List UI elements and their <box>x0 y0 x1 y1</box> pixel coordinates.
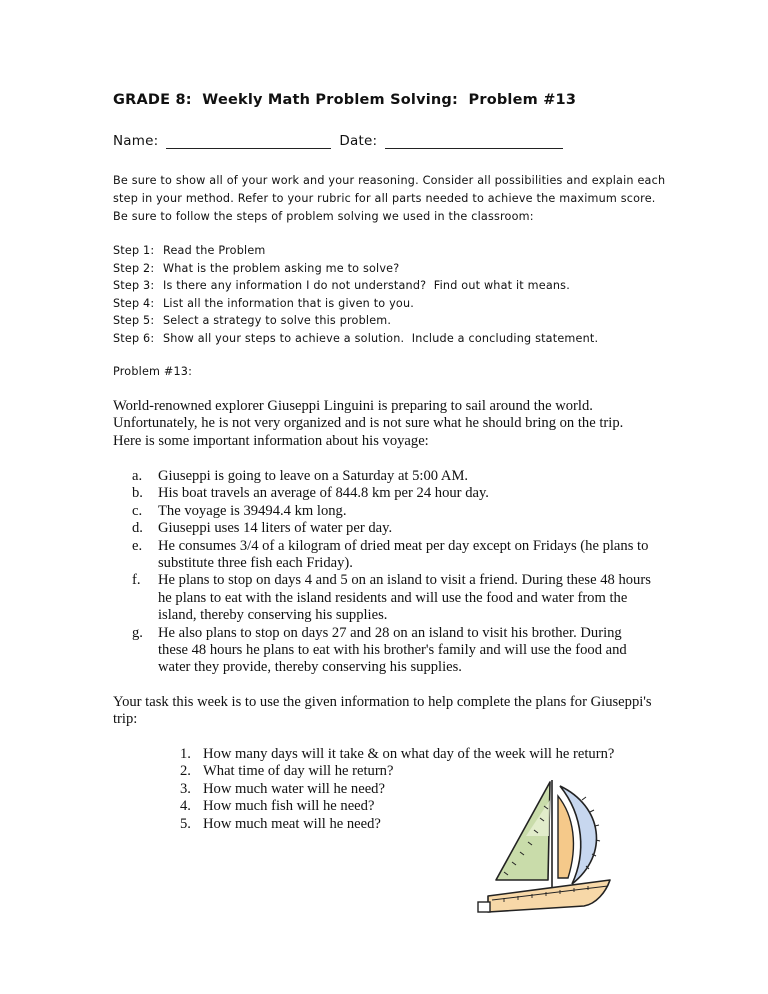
question-text: What time of day will he return? <box>203 763 394 780</box>
item-text: Giuseppi uses 14 liters of water per day. <box>158 520 393 537</box>
question-text: How many days will it take & on what day of the week will he return? <box>203 746 615 762</box>
step-text: What is the problem asking me to solve? <box>163 261 400 275</box>
item-text: He plans to stop on days 4 and 5 on an island to visit a friend. During these 48 hours he plans to eat with the island residents and will use the food and water from the island, thereby conserving his supplies. <box>158 572 651 624</box>
instructions-intro: Be sure to show all of your work and your reasoning. Consider all possibilities and explain each step in your method. Refer to your rubric for all parts needed to achieve the maximum score. Be sure to follow the steps of problem solving we used in the classroom: <box>113 174 666 223</box>
step-item <box>113 277 598 295</box>
step-label: Step 4: <box>113 296 155 310</box>
step-text: Read the Problem <box>163 244 266 257</box>
hull <box>488 880 610 912</box>
step-label: Step 6: <box>113 331 155 345</box>
step-item <box>113 295 598 313</box>
date-field[interactable] <box>385 136 563 149</box>
item-text: He also plans to stop on days 27 and 28 on an island to visit his brother. During these 48 hours he plans to eat with his brother's family and will use the food and water they provide, thereby conserving his supplies. <box>158 624 627 676</box>
step-label: Step 1: <box>113 244 155 257</box>
sailboat-icon <box>474 776 624 916</box>
list-item <box>132 538 652 573</box>
problem-story: World-renowned explorer Giuseppi Linguini is preparing to sail around the world. Unfortunately, he is not very organized and is not sure what he should bring on the trip. Here is some important information about his voyage: <box>113 398 624 449</box>
question-number: 1. <box>180 746 191 762</box>
step-item <box>113 330 598 348</box>
list-item <box>132 485 652 502</box>
date-label: Date: <box>339 133 378 149</box>
steps-list <box>113 242 598 348</box>
item-text: Giuseppi is going to leave on a Saturday at 5:00 AM. <box>158 468 469 484</box>
step-item <box>113 260 598 278</box>
item-letter: g. <box>132 624 143 641</box>
step-label: Step 3: <box>113 279 155 293</box>
list-item <box>132 520 652 537</box>
item-letter: c. <box>132 502 143 519</box>
item-text: He consumes 3/4 of a kilogram of dried meat per day except on Fridays (he plans to substitute three fish each Friday). <box>158 537 649 572</box>
page-title: GRADE 8: Weekly Math Problem Solving: Problem #13 <box>113 92 577 108</box>
question-number: 5. <box>180 815 191 832</box>
question-text: How much water will he need? <box>203 780 385 797</box>
item-letter: a. <box>132 468 143 484</box>
item-letter: b. <box>132 485 143 502</box>
question-text: How much meat will he need? <box>203 815 381 832</box>
orange-sail <box>558 796 573 878</box>
question-number: 3. <box>180 780 191 797</box>
step-text: Is there any information I do not understand? Find out what it means. <box>163 279 570 293</box>
task-paragraph: Your task this week is to use the given information to help complete the plans for Giuseppi's trip: <box>113 694 652 728</box>
question-number: 2. <box>180 763 191 780</box>
list-item <box>132 625 652 677</box>
question-number: 4. <box>180 798 191 815</box>
step-item <box>113 242 598 260</box>
list-item <box>132 503 652 520</box>
item-text: His boat travels an average of 844.8 km per 24 hour day. <box>158 485 489 502</box>
name-date-line <box>113 133 571 149</box>
name-field[interactable] <box>166 136 331 149</box>
stern-box <box>478 902 490 912</box>
step-text: Show all your steps to achieve a solution. Include a concluding statement. <box>163 331 599 345</box>
step-label: Step 2: <box>113 261 155 275</box>
list-item <box>132 468 652 485</box>
item-letter: e. <box>132 537 143 554</box>
item-letter: d. <box>132 520 143 537</box>
question-text: How much fish will he need? <box>203 798 375 815</box>
item-text: The voyage is 39494.4 km long. <box>158 502 347 519</box>
step-item <box>113 312 598 330</box>
step-label: Step 5: <box>113 314 155 328</box>
question-item <box>180 746 614 763</box>
facts-list <box>132 468 652 677</box>
name-label: Name: <box>113 133 159 149</box>
problem-label: Problem #13: <box>113 365 193 378</box>
step-text: List all the information that is given to you. <box>163 296 415 310</box>
item-letter: f. <box>132 572 141 589</box>
step-text: Select a strategy to solve this problem. <box>163 314 392 328</box>
list-item <box>132 572 652 624</box>
